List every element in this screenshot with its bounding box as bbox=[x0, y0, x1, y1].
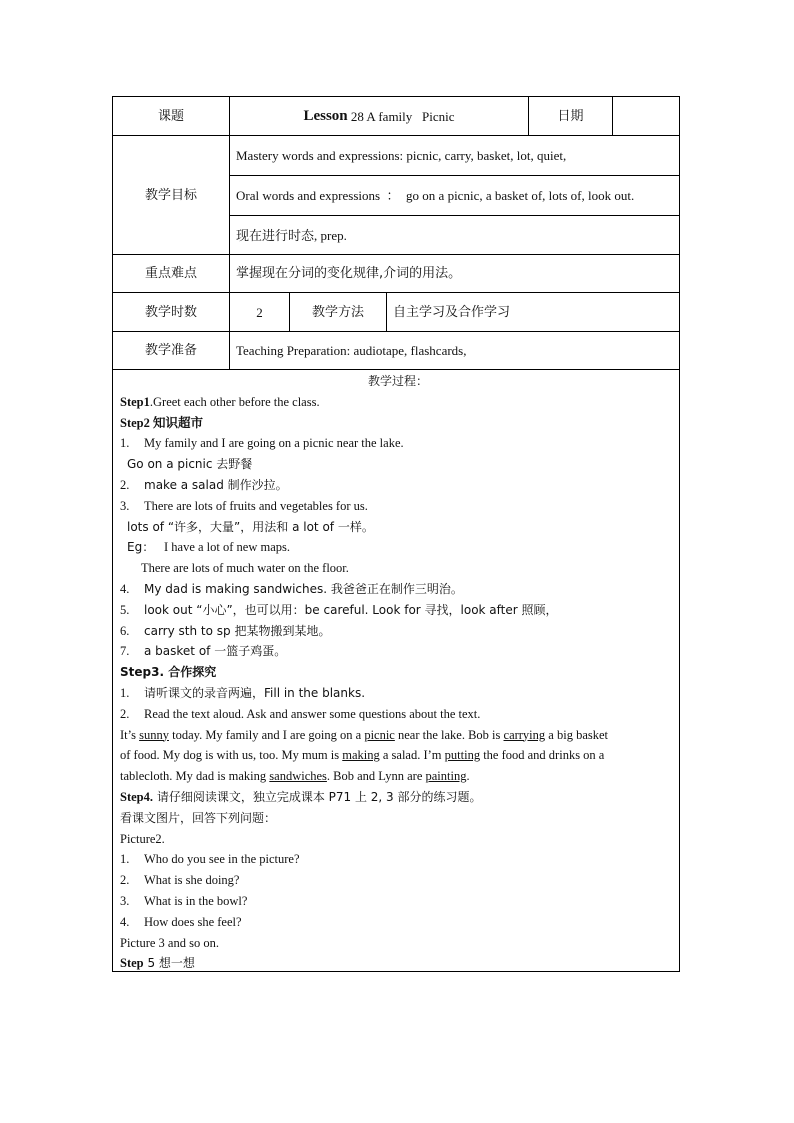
look-text: 看课文图片，回答下列问题： bbox=[120, 810, 277, 825]
step3-heading bbox=[120, 662, 676, 683]
step3-label: Step3. 合作探究 bbox=[120, 665, 217, 680]
blank-answer: picnic bbox=[364, 727, 395, 742]
step4-text: 请仔细阅读课文，独立完成课本 P71 上 2, 3 部分的练习题。 bbox=[153, 789, 482, 804]
question-text: Who do you see in the picture? bbox=[144, 852, 300, 867]
example-text: I have a lot of new maps. bbox=[164, 540, 291, 555]
question-text: What is in the bowl? bbox=[144, 893, 248, 908]
question-item: 1. Who do you see in the picture? bbox=[120, 852, 300, 867]
passage-text: a salad. I’m bbox=[379, 748, 445, 763]
step1-text: .Greet each other before the class. bbox=[149, 394, 320, 409]
lesson-title-bold: Lesson bbox=[303, 107, 348, 124]
example-line bbox=[120, 537, 676, 558]
blank-answer: painting bbox=[425, 769, 467, 784]
key-points-value: 掌握现在分词的变化规律,介词的用法。 bbox=[236, 266, 462, 281]
list-item-text: a basket of 一篮子鸡蛋。 bbox=[144, 644, 287, 659]
passage-text: . Bob and Lynn are bbox=[326, 769, 426, 784]
date-label: 日期 bbox=[557, 108, 584, 124]
preparation-value: Teaching Preparation: audiotape, flashcards, bbox=[236, 343, 467, 358]
picture2-line bbox=[120, 829, 676, 850]
note-line bbox=[120, 517, 676, 538]
picture3-line bbox=[120, 933, 676, 954]
list-item: 2. make a salad 制作沙拉。 bbox=[120, 477, 288, 492]
step5-line bbox=[120, 953, 676, 974]
example-line bbox=[120, 558, 676, 579]
list-item-text: There are lots of fruits and vegetables for us. bbox=[144, 498, 368, 513]
question-text: How does she feel? bbox=[144, 914, 242, 929]
passage-text: . bbox=[466, 769, 470, 784]
list-item: 3. There are lots of fruits and vegetables for us. bbox=[120, 498, 368, 513]
passage-text: the food and drinks on a bbox=[480, 748, 605, 763]
look-line bbox=[120, 808, 676, 829]
list-item-text: My dad is making sandwiches. 我爸爸正在制作三明治。 bbox=[144, 581, 463, 596]
list-item: 2. Read the text aloud. Ask and answer some questions about the text. bbox=[120, 706, 481, 721]
row-divider bbox=[113, 369, 679, 370]
passage-text: of food. My dog is with us, too. My mum is bbox=[120, 748, 343, 763]
step2-label: Step2 知识超市 bbox=[120, 415, 203, 430]
date-value[interactable] bbox=[613, 97, 679, 135]
objectives-label: 教学目标 bbox=[144, 187, 197, 203]
list-item: 4. My dad is making sandwiches. 我爸爸正在制作三明治。 bbox=[120, 581, 463, 596]
lesson-plan-table bbox=[112, 96, 680, 972]
topic-label: 课题 bbox=[157, 108, 184, 124]
list-item: 1. 请听课文的录音两遍，Fill in the blanks. bbox=[120, 685, 366, 700]
question-item: 2. What is she doing? bbox=[120, 873, 240, 888]
example-label: Eg： bbox=[127, 540, 155, 555]
list-item-text: Read the text aloud. Ask and answer some questions about the text. bbox=[144, 706, 481, 721]
lesson-title bbox=[230, 97, 528, 135]
list-item-text: look out “小心”，也可以用：be careful. Look for 寻找，look after 照顾， bbox=[144, 602, 558, 617]
lesson-title-rest: 28 A family Picnic bbox=[347, 108, 455, 124]
question-item: 3. What is in the bowl? bbox=[120, 893, 248, 908]
step4-line bbox=[120, 787, 676, 808]
list-item: 6. carry sth to sp 把某物搬到某地。 bbox=[120, 623, 331, 638]
hours-label: 教学时数 bbox=[144, 304, 197, 320]
list-item-text: 请听课文的录音两遍，Fill in the blanks. bbox=[144, 685, 366, 700]
passage-text: a big basket bbox=[545, 727, 609, 742]
passage-text: It’s bbox=[120, 727, 140, 742]
list-item-text: make a salad 制作沙拉。 bbox=[144, 477, 288, 492]
passage-text: tablecloth. My dad is making bbox=[120, 769, 270, 784]
passage-line-2 bbox=[120, 745, 676, 766]
method-value: 自主学习及合作学习 bbox=[393, 304, 511, 320]
picture2-text: Picture2. bbox=[120, 831, 165, 846]
blank-answer: sandwiches bbox=[269, 769, 327, 784]
process-heading bbox=[120, 371, 676, 392]
question-item: 4. How does she feel? bbox=[120, 914, 242, 929]
passage-text: near the lake. Bob is bbox=[394, 727, 504, 742]
objectives-line-2: Oral words and expressions ： go on a picnic, a basket of, lots of, look out. bbox=[236, 188, 635, 203]
hours-value: 2 bbox=[256, 304, 263, 320]
note-text: Go on a picnic 去野餐 bbox=[127, 457, 253, 472]
example-text: There are lots of much water on the floor. bbox=[141, 561, 349, 576]
picture3-text: Picture 3 and so on. bbox=[120, 935, 219, 950]
note-line bbox=[120, 454, 676, 475]
blank-answer: sunny bbox=[139, 727, 169, 742]
objectives-line-1: Mastery words and expressions: picnic, carry, basket, lot, quiet, bbox=[236, 148, 567, 163]
key-points-label: 重点难点 bbox=[144, 266, 197, 281]
passage-line-1 bbox=[120, 725, 676, 746]
note-text: lots of “许多，大量”，用法和 a lot of 一样。 bbox=[127, 519, 374, 534]
preparation-label: 教学准备 bbox=[144, 343, 197, 358]
step1-line bbox=[120, 392, 676, 413]
teaching-process bbox=[120, 371, 676, 974]
method-label: 教学方法 bbox=[311, 304, 364, 320]
step2-heading bbox=[120, 413, 676, 434]
list-item-text: My family and I are going on a picnic near the lake. bbox=[144, 436, 404, 451]
list-item: 5. look out “小心”，也可以用：be careful. Look for 寻找，look after 照顾， bbox=[120, 602, 558, 617]
step5-text: 5 想一想 bbox=[143, 956, 195, 971]
blank-answer: carrying bbox=[503, 727, 546, 742]
list-item: 7. a basket of 一篮子鸡蛋。 bbox=[120, 644, 287, 659]
process-heading-text: 教学过程： bbox=[367, 374, 428, 388]
list-item: 1. My family and I are going on a picnic near the lake. bbox=[120, 436, 404, 451]
blank-answer: making bbox=[342, 748, 380, 763]
passage-line-3 bbox=[120, 766, 676, 787]
passage-text: today. My family and I are going on a bbox=[168, 727, 365, 742]
list-item-text: carry sth to sp 把某物搬到某地。 bbox=[144, 623, 331, 638]
step1-label: Step1 bbox=[120, 394, 150, 409]
step4-label: Step4. bbox=[120, 789, 153, 804]
objectives-line-3: 现在进行时态, prep. bbox=[236, 227, 347, 243]
step5-label: Step bbox=[120, 956, 144, 971]
question-text: What is she doing? bbox=[144, 873, 240, 888]
blank-answer: putting bbox=[444, 748, 481, 763]
